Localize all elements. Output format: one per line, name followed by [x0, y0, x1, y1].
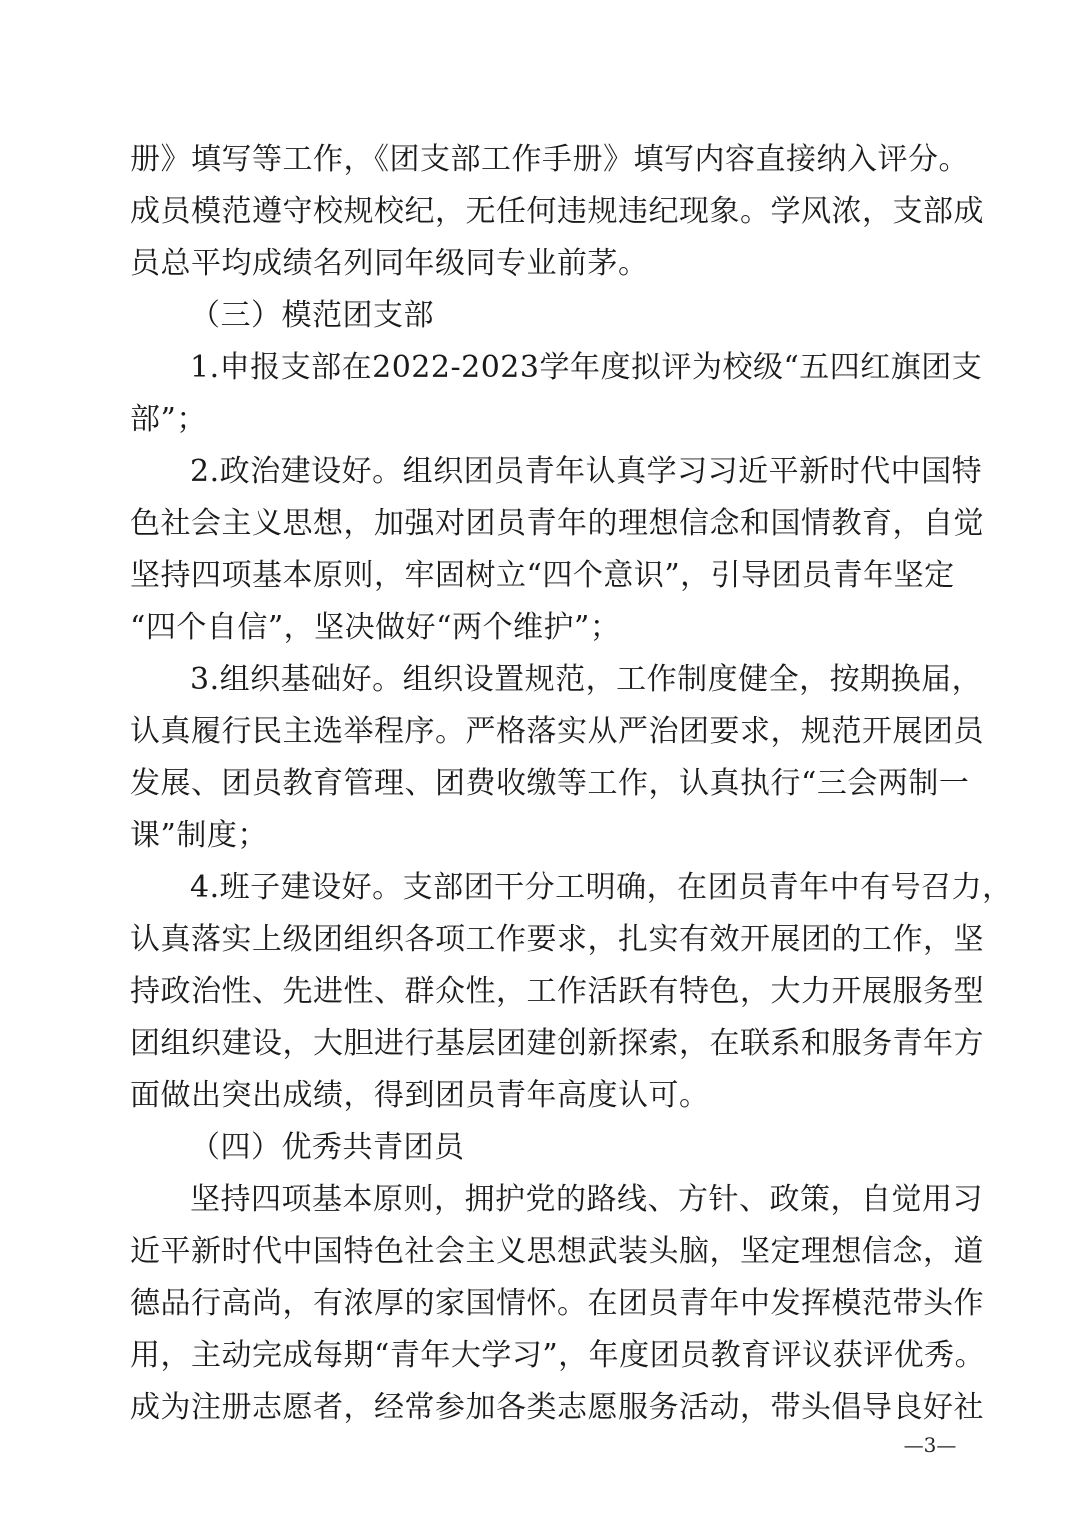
body-text-line: 2.政治建设好。组织团员青年认真学习习近平新时代中国特	[190, 454, 983, 489]
body-text-line: 认真落实上级团组织各项工作要求，扎实有效开展团的工作，坚	[130, 922, 984, 957]
body-text-line: 成为注册志愿者，经常参加各类志愿服务活动，带头倡导良好社	[130, 1390, 984, 1425]
body-text-line: 德品行高尚，有浓厚的家国情怀。在团员青年中发挥模范带头作	[130, 1286, 984, 1321]
body-text-line: 坚持四项基本原则，牢固树立“四个意识”，引导团员青年坚定	[130, 558, 955, 593]
body-text-line: 员总平均成绩名列同年级同专业前茅。	[130, 246, 649, 281]
body-text-line: 成员模范遵守校规校纪，无任何违规违纪现象。学风浓，支部成	[130, 194, 984, 229]
body-text-line: 册》填写等工作，《团支部工作手册》填写内容直接纳入评分。	[130, 142, 969, 177]
page-number: —3—	[903, 1433, 957, 1457]
body-text-line: 发展、团员教育管理、团费收缴等工作，认真执行“三会两制一	[130, 766, 970, 801]
section-heading: （三）模范团支部	[190, 298, 434, 333]
section-heading: （四）优秀共青团员	[190, 1130, 465, 1165]
body-text-line: 色社会主义思想，加强对团员青年的理想信念和国情教育，自觉	[130, 506, 984, 541]
body-text-line: 坚持四项基本原则，拥护党的路线、方针、政策，自觉用习	[190, 1182, 983, 1217]
body-text-line: 认真履行民主选举程序。严格落实从严治团要求，规范开展团员	[130, 714, 984, 749]
body-text-line: 部”；	[130, 402, 207, 437]
body-text-line: 4.班子建设好。支部团干分工明确，在团员青年中有号召力，	[190, 870, 1013, 905]
body-text-line: 1.申报支部在2022-2023学年度拟评为校级“五四红旗团支	[190, 350, 983, 385]
body-text-line: 团组织建设，大胆进行基层团建创新探索，在联系和服务青年方	[130, 1026, 984, 1061]
body-text-line: 课”制度；	[130, 818, 268, 853]
body-text-line: 持政治性、先进性、群众性，工作活跃有特色，大力开展服务型	[130, 974, 984, 1009]
body-text-line: 3.组织基础好。组织设置规范，工作制度健全，按期换届，	[190, 662, 983, 697]
body-text-line: 面做出突出成绩，得到团员青年高度认可。	[130, 1078, 710, 1113]
body-text-line: 用，主动完成每期“青年大学习”，年度团员教育评议获评优秀。	[130, 1338, 986, 1373]
body-text-line: “四个自信”，坚决做好“两个维护”；	[130, 610, 621, 645]
body-text-line: 近平新时代中国特色社会主义思想武装头脑，坚定理想信念，道	[130, 1234, 984, 1269]
